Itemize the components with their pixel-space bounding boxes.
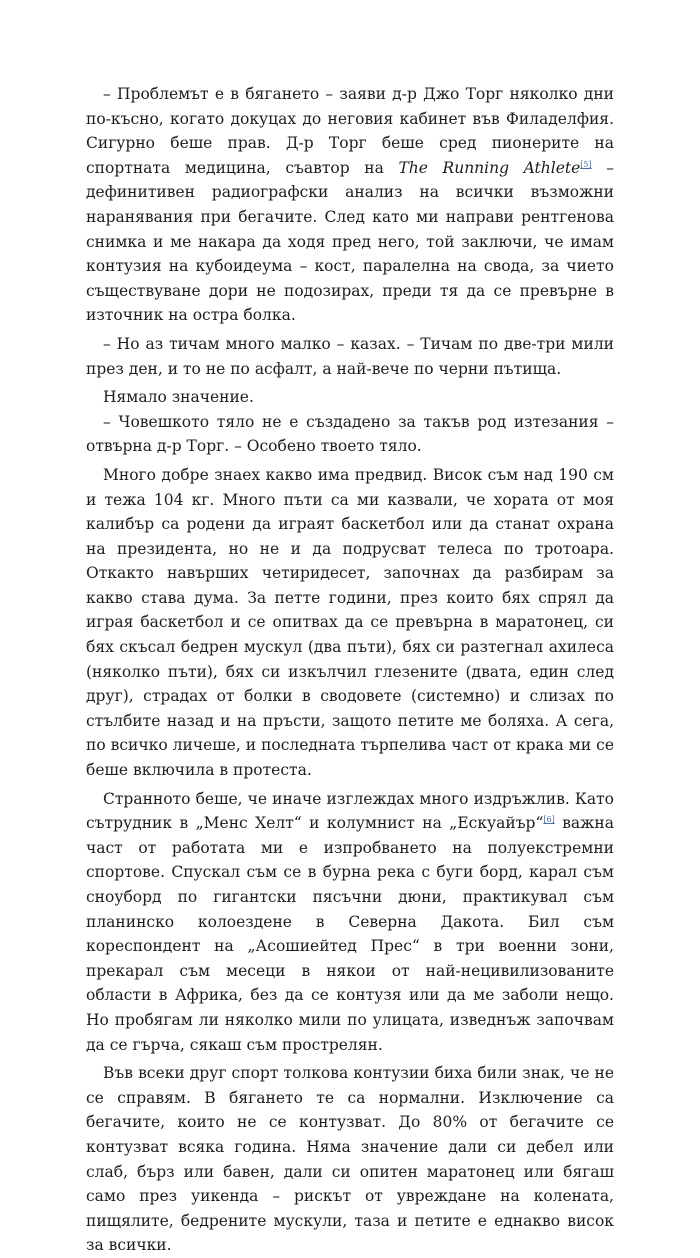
paragraph-1-text-end: – дефинитивен радиографски анализ на всички възможни наранявания при бегачите. След като ми направи рентгенова снимка и ме накара да ходя пред него, той заключи, че имам контузия на кубоидеума – кост, паралелна на свода, за чието съществуване дори не подозирах, преди тя да се превърне в източник на остра болка. bbox=[86, 158, 614, 325]
paragraph-4: – Човешкото тяло не е създадено за такъв род изтезания – отвърна д-р Торг. – Особено твоето тяло. bbox=[86, 412, 614, 456]
footnote-link-5[interactable]: [5] bbox=[580, 159, 592, 169]
footnote-link-6[interactable]: [6] bbox=[543, 815, 555, 825]
paragraph-3: Нямало значение. bbox=[103, 388, 254, 407]
paragraph-6 bbox=[86, 787, 614, 1058]
paragraph-1 bbox=[86, 82, 614, 328]
paragraph-6-text-start: Странното беше, че иначе изглеждах много издръжлив. Като сътрудник в „Менс Хелт“ и колумнист на „Ескуайър“ bbox=[86, 789, 614, 833]
body-text bbox=[86, 82, 614, 1258]
paragraph-5: Много добре знаех какво има предвид. Висок съм над 190 см и тежа 104 кг. Много пъти са ми казвали, че хората от моя калибър са родени да играят баскетбол или да станат охрана на президента, но не и да подрусват телеса по тротоара. Откакто навърших четиридесет, започнах да разбирам за какво става дума. За петте години, през които бях спрял да играя баскетбол и се опитвах да се превърна в маратонец, си бях скъсал бедрен мускул (два пъти), бях си разтегнал ахилеса (няколко пъти), бях си изкълчил глезените (двата, един след друг), страдах от болки в сводовете (системно) и слизах по стълбите назад и на пръсти, защото петите ме боляха. А сега, по всичко личеше, и последната търпелива част от крака ми се беше включила в протеста. bbox=[86, 465, 614, 780]
paragraph-7: Във всеки друг спорт толкова контузии биха били знак, че не се справям. В бягането те са нормални. Изключение са бегачите, които не се контузват. До 80% от бегачите се контузват всяка година. Няма значение дали си дебел или слаб, бърз или бавен, дали си опитен маратонец или бягаш само през уикенда – рискът от увреждане на колената, пищялите, бедрените мускули, таза и петите е еднакво висок за всички. bbox=[86, 1064, 614, 1255]
paragraph-6-text-end: важна част от работата ми е изпробването на полуекстремни спортове. Спускал съм се в бурна река с буги борд, карал съм сноуборд по гигантски пясъчни дюни, практикувал съм планинско колоездене в Северна Дакота. Бил съм кореспондент на „Асошиейтед Прес“ в три военни зони, прекарал съм месеци в някои от най-нецивилизованите области в Африка, без да се контузя или да ме заболи нещо. Но пробягам ли няколко мили по улицата, изведнъж започвам да се гърча, сякаш съм прострелян. bbox=[86, 814, 614, 1054]
paragraph-1-text-start: – Проблемът е в бягането – заяви д-р Джо Торг няколко дни по-късно, когато докуцах до неговия кабинет във Филаделфия. Сигурно беше прав. Д-р Торг беше сред пионерите на спортната медицина, съавтор на bbox=[86, 85, 614, 177]
book-title-running-athlete: The Running Athlete bbox=[398, 158, 581, 177]
paragraph-2: – Но аз тичам много малко – казах. – Тичам по две-три мили през ден, и то не по асфалт, а най-вече по черни пътища. bbox=[86, 334, 614, 378]
